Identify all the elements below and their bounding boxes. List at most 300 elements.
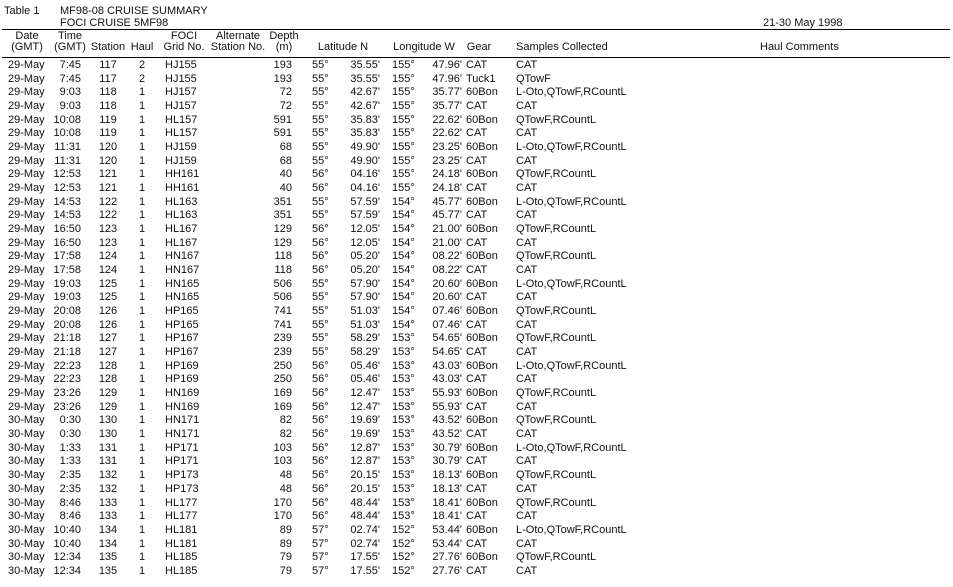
table-row <box>0 86 953 100</box>
header-depth <box>268 31 300 53</box>
cell-haul: 1 <box>138 154 146 167</box>
cell-gear: CAT <box>466 264 488 277</box>
table-row <box>0 497 953 511</box>
cell-time: 21:18 <box>53 332 81 345</box>
cell-haul: 1 <box>138 537 146 550</box>
cell-gear: 60Bon <box>466 551 498 564</box>
cell-station: 118 <box>99 100 117 113</box>
cell-gear: 60Bon <box>466 414 498 427</box>
cell-date: 29-May <box>8 318 45 331</box>
cell-lon-min: 18.41' <box>432 496 462 509</box>
cell-lon-deg: 153° <box>392 332 415 345</box>
document-title: MF98-08 CRUISE SUMMARY <box>60 5 208 17</box>
header-gear-line2: Gear <box>466 41 492 53</box>
cell-date: 29-May <box>8 277 45 290</box>
cell-lat-deg: 56° <box>312 264 329 277</box>
table-row <box>0 196 953 210</box>
header-station <box>88 31 128 53</box>
header-longitude-line2: Longitude W <box>393 41 455 53</box>
cell-gear: 60Bon <box>466 305 498 318</box>
cell-lon-deg: 154° <box>392 318 415 331</box>
cell-time: 10:08 <box>53 127 81 140</box>
cell-time: 22:23 <box>53 373 81 386</box>
cell-depth: 741 <box>273 305 292 318</box>
table-row <box>0 442 953 456</box>
cell-gear: CAT <box>466 428 488 441</box>
cell-gear: CAT <box>466 510 488 523</box>
cell-lon-min: 18.13' <box>432 469 462 482</box>
cell-lat-min: 49.90' <box>350 141 380 154</box>
cell-depth: 72 <box>279 100 292 113</box>
cell-date: 29-May <box>8 168 45 181</box>
header-time <box>53 31 87 53</box>
cell-date: 29-May <box>8 359 45 372</box>
cell-date: 29-May <box>8 59 45 71</box>
cell-lon-min: 08.22' <box>432 264 462 277</box>
cell-lon-deg: 152° <box>392 537 415 550</box>
cell-samples: QTowF,RCountL <box>516 469 597 482</box>
cell-time: 20:08 <box>53 305 81 318</box>
cell-gear: 60Bon <box>466 441 498 454</box>
cell-haul: 1 <box>138 387 146 400</box>
cell-samples: CAT <box>516 537 538 550</box>
cell-depth: 239 <box>273 332 292 345</box>
cell-date: 29-May <box>8 387 45 400</box>
cell-lon-min: 47.96' <box>432 72 462 85</box>
cell-grid: HL177 <box>165 510 198 523</box>
cell-lat-min: 17.55' <box>350 564 380 577</box>
cell-lat-deg: 56° <box>312 387 329 400</box>
document-subtitle: FOCI CRUISE 5MF98 <box>60 17 169 29</box>
cell-depth: 741 <box>273 318 292 331</box>
cell-lat-min: 48.44' <box>350 510 380 523</box>
cell-samples: CAT <box>516 182 538 195</box>
cell-gear: CAT <box>466 482 488 495</box>
cell-depth: 250 <box>273 373 292 386</box>
cell-lat-deg: 56° <box>312 182 329 195</box>
cell-gear: CAT <box>466 318 488 331</box>
cell-grid: HJ157 <box>165 86 197 99</box>
cell-grid: HH161 <box>165 168 200 181</box>
cell-haul: 1 <box>138 100 146 113</box>
cell-lon-deg: 155° <box>392 168 415 181</box>
cell-station: 117 <box>99 72 117 85</box>
cell-lon-min: 07.46' <box>432 305 462 318</box>
cell-samples: L-Oto,QTowF,RCountL <box>516 277 627 290</box>
cell-depth: 72 <box>279 86 292 99</box>
column-headers <box>0 31 953 58</box>
cell-station: 117 <box>99 59 117 71</box>
cell-date: 30-May <box>8 551 45 564</box>
cell-station: 127 <box>98 332 118 345</box>
cell-lat-min: 58.29' <box>350 332 380 345</box>
cell-time: 0:30 <box>59 414 81 427</box>
cell-lon-min: 27.76' <box>432 564 462 577</box>
cell-samples: CAT <box>516 346 538 359</box>
header-bottom-rule <box>2 57 950 58</box>
cell-date: 30-May <box>8 441 45 454</box>
cell-lon-min: 43.03' <box>432 373 462 386</box>
cell-haul: 1 <box>138 318 146 331</box>
cell-time: 22:23 <box>53 359 81 372</box>
cell-lon-deg: 153° <box>392 469 415 482</box>
cell-time: 17:58 <box>53 264 81 277</box>
cell-time: 17:58 <box>53 250 81 263</box>
table-row <box>0 141 953 155</box>
cell-lon-min: 20.60' <box>432 291 462 304</box>
cell-lon-min: 43.52' <box>432 428 462 441</box>
cell-samples: CAT <box>516 127 538 140</box>
cell-station: 123 <box>98 223 118 236</box>
cell-station: 120 <box>98 141 118 154</box>
cell-time: 23:26 <box>53 400 81 413</box>
cell-haul: 1 <box>138 346 146 359</box>
cell-lat-min: 35.83' <box>350 127 380 140</box>
cell-lat-deg: 55° <box>312 277 329 290</box>
cell-lat-min: 12.87' <box>350 455 380 468</box>
table-row <box>0 59 953 73</box>
cell-time: 7:45 <box>59 72 81 85</box>
cell-station: 133 <box>98 510 118 523</box>
cell-grid: HN165 <box>165 291 200 304</box>
cell-grid: HP165 <box>165 305 199 318</box>
cell-grid: HJ157 <box>165 100 197 113</box>
cell-samples: CAT <box>516 291 538 304</box>
cell-haul: 1 <box>138 277 146 290</box>
cell-date: 30-May <box>8 455 45 468</box>
cell-grid: HP165 <box>165 318 199 331</box>
cell-lat-min: 05.20' <box>350 250 380 263</box>
cell-lon-deg: 153° <box>392 359 415 372</box>
header-haul <box>128 31 156 53</box>
cell-lat-deg: 55° <box>312 113 329 126</box>
cell-lon-deg: 154° <box>392 291 415 304</box>
cell-gear: CAT <box>466 100 488 113</box>
cell-haul: 2 <box>138 59 146 71</box>
header-time-line2: (GMT) <box>54 41 86 53</box>
table-row <box>0 551 953 565</box>
cell-station: 135 <box>98 551 118 564</box>
cell-lon-min: 07.46' <box>432 318 462 331</box>
cell-grid: HN169 <box>165 387 200 400</box>
cell-station: 121 <box>98 182 118 195</box>
cell-grid: HH161 <box>165 182 200 195</box>
cell-date: 30-May <box>8 414 45 427</box>
cell-lon-deg: 154° <box>392 264 415 277</box>
cell-lat-deg: 56° <box>312 510 329 523</box>
header-haul-line2: Haul <box>130 41 154 53</box>
cell-lon-min: 35.77' <box>432 100 462 113</box>
cell-depth: 169 <box>273 387 292 400</box>
cell-time: 1:33 <box>59 441 81 454</box>
cell-time: 16:50 <box>53 236 81 249</box>
cell-lon-min: 24.18' <box>432 168 462 181</box>
cell-grid: HL185 <box>165 551 198 564</box>
header-latitude <box>312 31 374 53</box>
cell-date: 29-May <box>8 154 45 167</box>
cell-haul: 1 <box>138 332 146 345</box>
cell-samples: QTowF <box>516 72 551 85</box>
cell-time: 10:40 <box>53 523 81 536</box>
cell-station: 122 <box>98 209 118 222</box>
cell-samples: CAT <box>516 482 538 495</box>
table-row <box>0 127 953 141</box>
cell-samples: CAT <box>516 264 538 277</box>
cell-time: 20:08 <box>53 318 81 331</box>
cell-lat-min: 19.69' <box>350 428 380 441</box>
cell-lon-min: 53.44' <box>432 523 462 536</box>
cell-date: 30-May <box>8 428 45 441</box>
table-row <box>0 414 953 428</box>
cell-gear: 60Bon <box>466 113 498 126</box>
cell-station: 135 <box>98 564 118 577</box>
cell-lat-min: 12.05' <box>350 223 380 236</box>
cell-samples: CAT <box>516 400 538 413</box>
cell-lat-min: 57.59' <box>350 195 380 208</box>
cell-date: 29-May <box>8 291 45 304</box>
header-comments-line2: Haul Comments <box>760 41 839 53</box>
cell-lat-deg: 56° <box>312 168 329 181</box>
cell-samples: L-Oto,QTowF,RCountL <box>516 441 627 454</box>
cell-lon-deg: 155° <box>392 86 415 99</box>
cell-lon-deg: 153° <box>392 346 415 359</box>
cell-depth: 506 <box>273 277 292 290</box>
cell-time: 11:31 <box>54 154 81 167</box>
cell-haul: 1 <box>138 250 146 263</box>
cell-samples: L-Oto,QTowF,RCountL <box>516 141 627 154</box>
cell-lon-min: 55.93' <box>432 400 462 413</box>
cell-depth: 48 <box>279 469 292 482</box>
cell-grid: HN165 <box>165 277 200 290</box>
table-body <box>0 59 953 579</box>
cell-lat-deg: 55° <box>312 195 329 208</box>
table-row <box>0 305 953 319</box>
header-samples-line2: Samples Collected <box>516 41 608 53</box>
cell-station: 128 <box>98 359 118 372</box>
cell-gear: CAT <box>466 564 488 577</box>
cell-lat-deg: 55° <box>312 86 329 99</box>
cell-depth: 40 <box>279 182 292 195</box>
cell-samples: QTowF,RCountL <box>516 305 597 318</box>
cell-lon-min: 54.65' <box>432 332 462 345</box>
header-station-line2: Station <box>90 41 126 53</box>
cell-depth: 118 <box>274 250 292 263</box>
cell-gear: CAT <box>466 373 488 386</box>
cell-samples: CAT <box>516 209 538 222</box>
cell-gear: 60Bon <box>466 86 498 99</box>
cell-time: 16:50 <box>53 223 81 236</box>
cell-lat-deg: 56° <box>312 428 329 441</box>
header-comments <box>760 31 860 53</box>
cell-depth: 170 <box>273 496 292 509</box>
cell-haul: 1 <box>138 428 146 441</box>
cell-depth: 591 <box>273 113 292 126</box>
cell-lat-min: 02.74' <box>350 537 380 550</box>
cell-haul: 1 <box>138 168 146 181</box>
table-row <box>0 237 953 251</box>
cell-lat-deg: 56° <box>312 373 329 386</box>
cell-lat-deg: 56° <box>312 482 329 495</box>
cell-station: 131 <box>98 455 118 468</box>
cell-time: 12:34 <box>53 564 81 577</box>
cell-grid: HL163 <box>165 209 198 222</box>
cell-station: 119 <box>99 127 117 140</box>
cell-samples: CAT <box>516 154 538 167</box>
cell-lon-min: 54.65' <box>432 346 462 359</box>
cell-grid: HL177 <box>165 496 198 509</box>
header-samples <box>516 31 616 53</box>
cell-lon-min: 30.79' <box>432 441 462 454</box>
cell-haul: 1 <box>138 359 146 372</box>
cell-grid: HN171 <box>165 428 200 441</box>
cell-lon-deg: 154° <box>392 209 415 222</box>
cell-grid: HP169 <box>165 359 199 372</box>
cell-lat-min: 58.29' <box>350 346 380 359</box>
cell-lat-deg: 55° <box>312 100 329 113</box>
cell-lon-deg: 153° <box>392 373 415 386</box>
header-longitude <box>388 31 460 53</box>
cell-lat-deg: 56° <box>312 223 329 236</box>
cell-haul: 1 <box>138 414 146 427</box>
header-depth-line2: (m) <box>275 41 293 53</box>
cell-date: 30-May <box>8 523 45 536</box>
cell-lat-min: 12.87' <box>350 441 380 454</box>
cell-lat-min: 17.55' <box>350 551 380 564</box>
cell-gear: CAT <box>466 236 488 249</box>
cell-gear: Tuck1 <box>466 72 496 85</box>
cell-grid: HN171 <box>165 414 200 427</box>
cell-station: 132 <box>98 469 118 482</box>
cell-lat-deg: 55° <box>312 291 329 304</box>
table-row <box>0 401 953 415</box>
cell-lon-min: 23.25' <box>432 154 462 167</box>
cell-station: 132 <box>98 482 118 495</box>
cell-lat-min: 57.90' <box>350 277 380 290</box>
cell-samples: QTowF,RCountL <box>516 496 597 509</box>
cell-date: 29-May <box>8 182 45 195</box>
table-row <box>0 319 953 333</box>
cell-haul: 1 <box>138 113 146 126</box>
cell-depth: 48 <box>279 482 292 495</box>
cell-lat-min: 12.47' <box>350 400 380 413</box>
cell-lon-min: 20.60' <box>432 277 462 290</box>
cell-depth: 68 <box>279 154 292 167</box>
cell-samples: L-Oto,QTowF,RCountL <box>516 195 627 208</box>
cell-time: 21:18 <box>53 346 81 359</box>
cell-lat-deg: 55° <box>312 127 329 140</box>
cell-time: 1:33 <box>59 455 81 468</box>
header-grid-line1: FOCI <box>170 30 198 42</box>
cell-gear: 60Bon <box>466 277 498 290</box>
cell-lon-min: 43.03' <box>432 359 462 372</box>
cell-depth: 89 <box>279 537 292 550</box>
cell-lat-deg: 56° <box>312 441 329 454</box>
cell-lat-deg: 55° <box>312 141 329 154</box>
header-alternate-line2: Station No. <box>210 41 266 53</box>
cell-lon-deg: 154° <box>392 305 415 318</box>
cell-gear: 60Bon <box>466 332 498 345</box>
cell-station: 125 <box>98 277 118 290</box>
table-row <box>0 264 953 278</box>
cell-date: 29-May <box>8 113 45 126</box>
cell-samples: CAT <box>516 428 538 441</box>
header-date-line1: Date <box>15 30 39 42</box>
cell-samples: QTowF,RCountL <box>516 250 597 263</box>
cell-lat-deg: 57° <box>312 537 329 550</box>
cell-station: 130 <box>98 428 118 441</box>
cell-lat-min: 35.83' <box>350 113 380 126</box>
cell-haul: 1 <box>138 564 146 577</box>
cell-station: 124 <box>98 264 118 277</box>
cell-lon-deg: 155° <box>392 113 415 126</box>
cell-lat-min: 05.46' <box>350 373 380 386</box>
cell-lat-deg: 56° <box>312 400 329 413</box>
table-row <box>0 565 953 579</box>
cell-haul: 1 <box>138 441 146 454</box>
header-date <box>8 31 46 53</box>
cell-grid: HJ155 <box>165 59 197 71</box>
cell-gear: 60Bon <box>466 168 498 181</box>
cell-lon-deg: 154° <box>392 223 415 236</box>
table-row <box>0 100 953 114</box>
cell-lon-deg: 153° <box>392 455 415 468</box>
cell-station: 121 <box>98 168 118 181</box>
cell-gear: CAT <box>466 154 488 167</box>
cell-date: 29-May <box>8 72 45 85</box>
cell-time: 12:34 <box>53 551 81 564</box>
table-row <box>0 168 953 182</box>
cell-lat-deg: 56° <box>312 236 329 249</box>
cell-lon-min: 35.77' <box>432 86 462 99</box>
cell-haul: 1 <box>138 496 146 509</box>
cell-lat-deg: 55° <box>312 305 329 318</box>
cell-station: 128 <box>98 373 118 386</box>
cell-gear: 60Bon <box>466 523 498 536</box>
cell-lon-min: 53.44' <box>432 537 462 550</box>
cell-lat-min: 04.16' <box>350 182 380 195</box>
cell-samples: CAT <box>516 564 538 577</box>
cell-date: 29-May <box>8 332 45 345</box>
cell-date: 29-May <box>8 346 45 359</box>
cell-gear: 60Bon <box>466 469 498 482</box>
cell-lat-min: 35.55' <box>350 59 380 71</box>
cell-grid: HP173 <box>165 469 199 482</box>
cell-date: 29-May <box>8 236 45 249</box>
cell-lon-deg: 155° <box>392 154 415 167</box>
cell-gear: CAT <box>466 455 488 468</box>
cell-lon-min: 43.52' <box>432 414 462 427</box>
cell-samples: L-Oto,QTowF,RCountL <box>516 523 627 536</box>
table-row <box>0 510 953 524</box>
cell-time: 9:03 <box>59 86 81 99</box>
cell-samples: QTowF,RCountL <box>516 387 597 400</box>
cell-depth: 89 <box>279 523 292 536</box>
cell-date: 29-May <box>8 223 45 236</box>
cell-haul: 1 <box>138 455 146 468</box>
cell-grid: HL167 <box>165 223 198 236</box>
cell-depth: 79 <box>279 551 292 564</box>
header-gear <box>463 31 495 53</box>
cell-samples: QTowF,RCountL <box>516 168 597 181</box>
cell-lon-min: 45.77' <box>432 209 462 222</box>
cell-samples: L-Oto,QTowF,RCountL <box>516 86 627 99</box>
cell-time: 10:40 <box>53 537 81 550</box>
cell-depth: 591 <box>273 127 292 140</box>
cell-haul: 1 <box>138 195 146 208</box>
cell-gear: CAT <box>466 400 488 413</box>
cell-lat-min: 12.47' <box>350 387 380 400</box>
cell-grid: HN167 <box>165 264 200 277</box>
